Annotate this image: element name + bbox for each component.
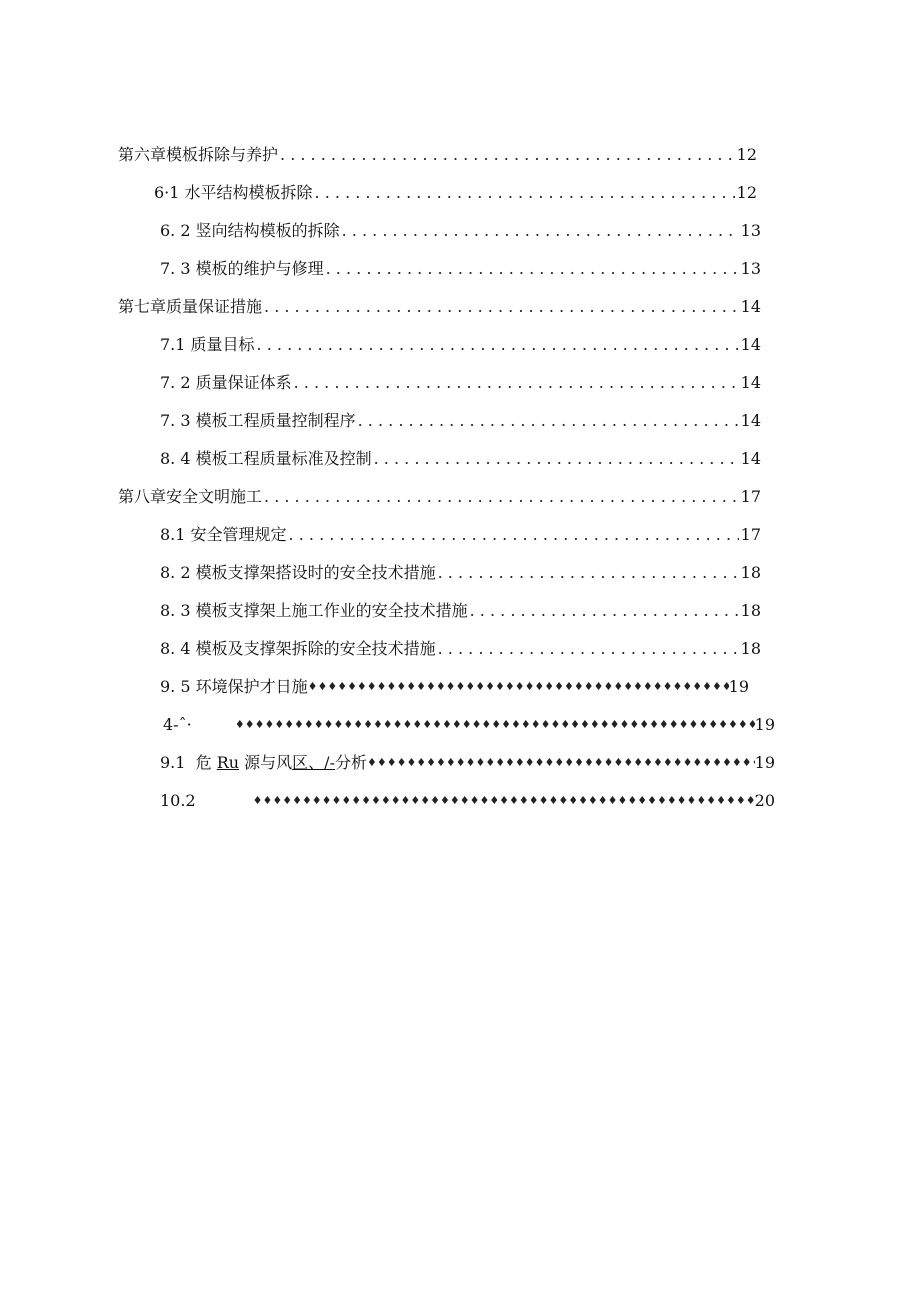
toc-entry-6-1[interactable] (154, 178, 757, 204)
toc-entry-7-3[interactable] (160, 254, 761, 280)
toc-entry-label: 第七章质量保证措施 (118, 297, 263, 316)
toc-entry-8-3[interactable] (160, 596, 761, 622)
toc-entry-label: 9. 5 环境保护才日施 (160, 677, 308, 696)
toc-entry-8-1[interactable] (160, 520, 761, 546)
toc-page-number: 19 (754, 753, 775, 772)
toc-label-part: 分析 (334, 753, 367, 772)
toc-dot-leader (326, 258, 739, 280)
toc-page-number: 17 (740, 525, 761, 544)
toc-entry-9-1[interactable] (160, 748, 775, 774)
toc-page-number: 12 (736, 183, 757, 202)
toc-entry-label: 8.1 安全管理规定 (160, 525, 287, 544)
toc-entry-7-2[interactable] (160, 368, 761, 394)
toc-page-number: 14 (740, 297, 761, 316)
toc-entry-garbled[interactable] (163, 710, 775, 736)
toc-entry-6-2[interactable] (160, 216, 761, 242)
toc-label-part: 9.1 危 (160, 753, 217, 772)
toc-page-number: 18 (740, 563, 761, 582)
toc-entry-label (160, 752, 367, 774)
toc-label-underlined: Ru (216, 753, 240, 772)
toc-entry-7-1[interactable] (160, 330, 761, 356)
toc-entry-10-2[interactable] (160, 786, 775, 812)
toc-page-number: 14 (740, 411, 761, 430)
toc-entry-label: 7.1 质量目标 (160, 335, 255, 354)
toc-page-number: 13 (740, 259, 761, 278)
toc-entry-label: 6. 2 竖向结构模板的拆除 (160, 221, 340, 240)
toc-entry-label: 7. 3 模板工程质量控制程序 (160, 411, 356, 430)
toc-page-number: 17 (740, 487, 761, 506)
toc-page-number: 14 (740, 335, 761, 354)
toc-dot-leader (374, 448, 739, 470)
toc-entry-9-5[interactable] (160, 672, 749, 698)
toc-page-number: 18 (740, 639, 761, 658)
toc-page-number: 19 (728, 677, 749, 696)
toc-diamond-leader (367, 752, 755, 774)
toc-diamond-leader (308, 676, 729, 698)
toc-dot-leader (315, 182, 735, 204)
toc-dot-leader (342, 220, 739, 242)
toc-diamond-leader (235, 714, 755, 736)
toc-entry-chapter-7[interactable] (118, 292, 761, 318)
toc-entry-label: 8. 4 模板工程质量标准及控制 (160, 449, 372, 468)
toc-entry-chapter-8[interactable] (118, 482, 761, 508)
toc-label-part: 源与风 (239, 753, 293, 772)
toc-entry-label: 7. 3 模板的维护与修理 (160, 259, 324, 278)
toc-dot-leader (438, 562, 739, 584)
toc-dot-leader (280, 144, 735, 166)
toc-entry-8-4b[interactable] (160, 634, 761, 660)
toc-entry-label: 4-ˆ· (163, 715, 192, 734)
toc-dot-leader (264, 296, 739, 318)
toc-entry-label: 10.2 (160, 791, 196, 810)
toc-entry-label: 8. 2 模板支撑架搭设时的安全技术措施 (160, 563, 436, 582)
toc-entry-chapter-6[interactable] (118, 140, 757, 166)
toc-page-number: 12 (736, 145, 757, 164)
toc-entry-8-2[interactable] (160, 558, 761, 584)
toc-entry-7-3b[interactable] (160, 406, 761, 432)
toc-entry-label: 8. 4 模板及支撑架拆除的安全技术措施 (160, 639, 436, 658)
toc-page-number: 20 (754, 791, 775, 810)
toc-diamond-leader (253, 790, 755, 812)
toc-dot-leader (358, 410, 739, 432)
toc-dot-leader (257, 334, 739, 356)
toc-entry-label: 第八章安全文明施工 (118, 487, 263, 506)
toc-page-number: 18 (740, 601, 761, 620)
toc-entry-label: 第六章模板拆除与养护 (118, 145, 279, 164)
toc-entry-label: 8. 3 模板支撑架上施工作业的安全技术措施 (160, 601, 468, 620)
toc-label-underlined: 区、/- (292, 753, 335, 772)
toc-dot-leader (438, 638, 739, 660)
toc-entry-label: 6·1 水平结构模板拆除 (154, 183, 313, 202)
toc-dot-leader (264, 486, 739, 508)
toc-dot-leader (289, 524, 739, 546)
toc-dot-leader (470, 600, 739, 622)
toc-page-number: 14 (740, 449, 761, 468)
toc-page-number: 19 (754, 715, 775, 734)
toc-dot-leader (294, 372, 739, 394)
toc-page-number: 14 (740, 373, 761, 392)
toc-entry-8-4[interactable] (160, 444, 761, 470)
toc-page-number: 13 (740, 221, 761, 240)
toc-entry-label: 7. 2 质量保证体系 (160, 373, 292, 392)
